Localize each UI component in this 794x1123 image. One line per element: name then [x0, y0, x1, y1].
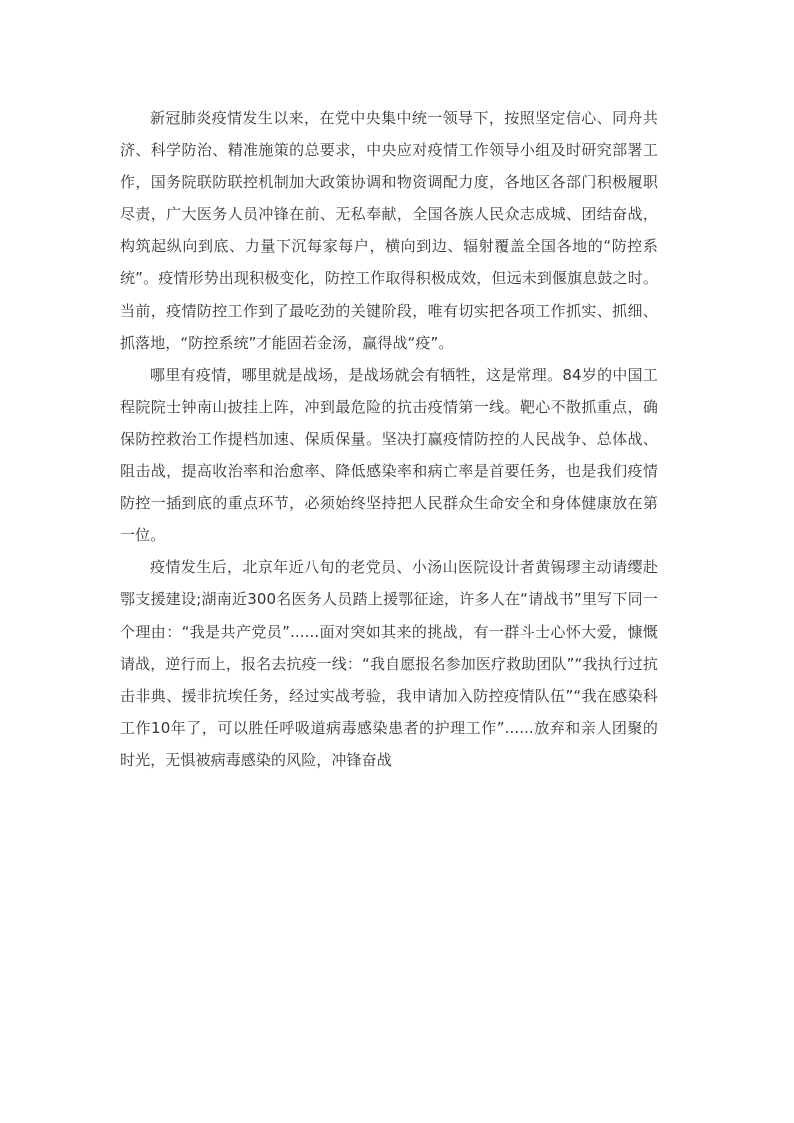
paragraph-1: 新冠肺炎疫情发生以来，在党中央集中统一领导下，按照坚定信心、同舟共济、科学防治、精准施策的总要求，中央应对疫情工作领导小组及时研究部署工作，国务院联防联控机制加大政策协调和物资调配力度，各地区各部门积极履职尽责，广大医务人员冲锋在前、无私奉献，全国各族人民众志成城、团结奋战，构筑起纵向到底、力量下沉每家每户，横向到边、辐射覆盖全国各地的“防控系统”。疫情形势出现积极变化，防控工作取得积极成效，但远未到偃旗息鼓之时。当前，疫情防控工作到了最吃劲的关键阶段，唯有切实把各项工作抓实、抓细、抓落地，“防控系统”才能固若金汤，赢得战“疫”。: [120, 109, 658, 352]
document-body: [120, 102, 658, 776]
paragraph-2: 哪里有疫情，哪里就是战场，是战场就会有牺牲，这是常理。84岁的中国工程院院士钟南山披挂上阵，冲到最危险的抗击疫情第一线。靶心不散抓重点，确保防控救治工作提档加速、保质保量。坚决打赢疫情防控的人民战争、总体战、阻击战，提高收治率和治愈率、降低感染率和病亡率是首要任务，也是我们疫情防控一插到底的重点环节，必须始终坚持把人民群众生命安全和身体健康放在第一位。: [120, 365, 658, 545]
paragraph-3: 疫情发生后，北京年近八旬的老党员、小汤山医院设计者黄锡璆主动请缨赴鄂支援建设;湖南近300名医务人员踏上援鄂征途，许多人在“请战书”里写下同一个理由：“我是共产党员”......面对突如其来的挑战，有一群斗士心怀大爱，慷慨请战，逆行而上，报名去抗疫一线：“我自愿报名参加医疗救助团队”“我执行过抗击非典、援非抗埃任务，经过实战考验，我申请加入防控疫情队伍”“我在感染科工作10年了，可以胜任呼吸道病毒感染患者的护理工作”......放弃和亲人团聚的时光，无惧被病毒感染的风险，冲锋奋战: [120, 558, 658, 769]
